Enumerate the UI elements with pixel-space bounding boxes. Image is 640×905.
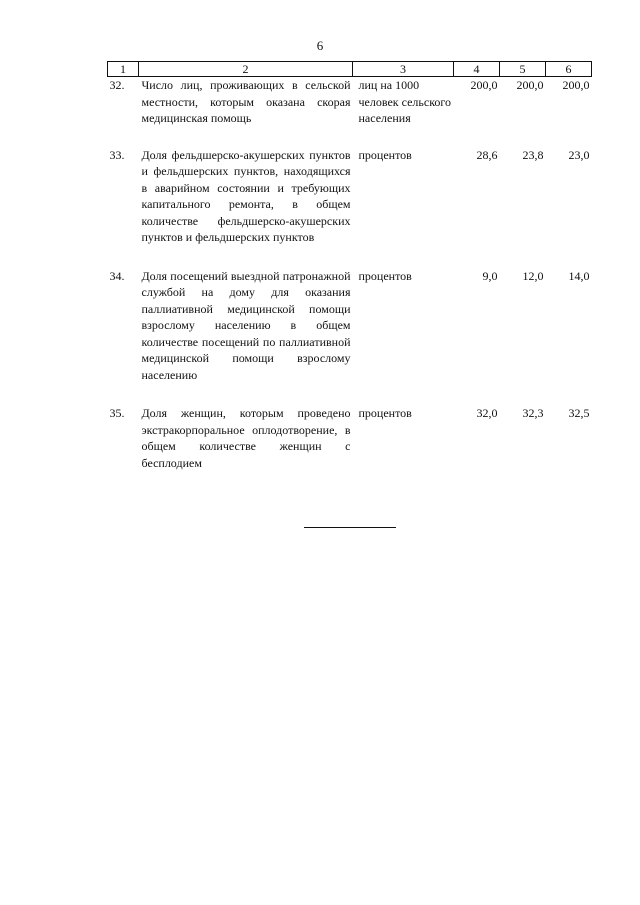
row-number: 34.	[109, 268, 125, 283]
value-col-4: 32,0	[476, 406, 498, 420]
row-number: 33.	[109, 147, 125, 162]
indicator-name: Доля женщин, которым проведено экстракорпоральное оплодотворение, в общем количестве женщин с бесплодием	[141, 406, 351, 470]
indicators-table-container	[107, 61, 591, 493]
value-col-5: 32,3	[522, 406, 544, 420]
value-col-4: 200,0	[470, 78, 498, 92]
row-number: 35.	[109, 406, 125, 420]
value-col-5: 12,0	[522, 268, 544, 283]
table-body	[108, 77, 592, 494]
indicator-name: Число лиц, проживающих в сельской местности, которым оказана скорая медицинская помощь	[141, 78, 351, 125]
table-row	[108, 147, 592, 268]
end-of-document-line	[304, 527, 396, 528]
value-col-5: 200,0	[516, 78, 544, 92]
table-header-row	[108, 62, 592, 77]
row-number: 32.	[109, 78, 125, 92]
unit-of-measure: процентов	[358, 406, 412, 420]
value-col-6: 23,0	[568, 147, 590, 162]
value-col-6: 200,0	[562, 78, 590, 92]
page-number: 6	[316, 38, 324, 53]
unit-of-measure: процентов	[358, 268, 412, 283]
column-header-3: 3	[353, 62, 454, 77]
value-col-4: 9,0	[482, 268, 498, 283]
unit-of-measure: процентов	[358, 147, 412, 162]
table-row	[108, 268, 592, 406]
table-header	[108, 62, 592, 77]
column-header-5: 5	[500, 62, 546, 77]
table-row	[108, 77, 592, 147]
column-header-1: 1	[108, 62, 139, 77]
unit-of-measure: лиц на 1000 человек сельского населения	[358, 78, 452, 125]
value-col-6: 32,5	[568, 406, 590, 420]
column-header-4: 4	[454, 62, 500, 77]
value-col-5: 23,8	[522, 147, 544, 162]
indicators-table	[107, 61, 592, 493]
indicator-name: Доля посещений выездной патронажной службой на дому для оказания паллиативной медицинской помощи взрослому населению в общем количестве посещений по паллиативной медицинской помощи взрослому населению	[141, 268, 351, 382]
value-col-6: 14,0	[568, 268, 590, 283]
table-row	[108, 405, 592, 493]
value-col-4: 28,6	[476, 147, 498, 162]
column-header-6: 6	[546, 62, 592, 77]
indicator-name: Доля фельдшерско-акушерских пунктов и фельдшерских пунктов, находящихся в аварийном состоянии и требующих капитального ремонта, в общем количестве фельдшерско-акушерских пунктов и фельдшерских пунктов	[141, 147, 351, 244]
column-header-2: 2	[139, 62, 353, 77]
